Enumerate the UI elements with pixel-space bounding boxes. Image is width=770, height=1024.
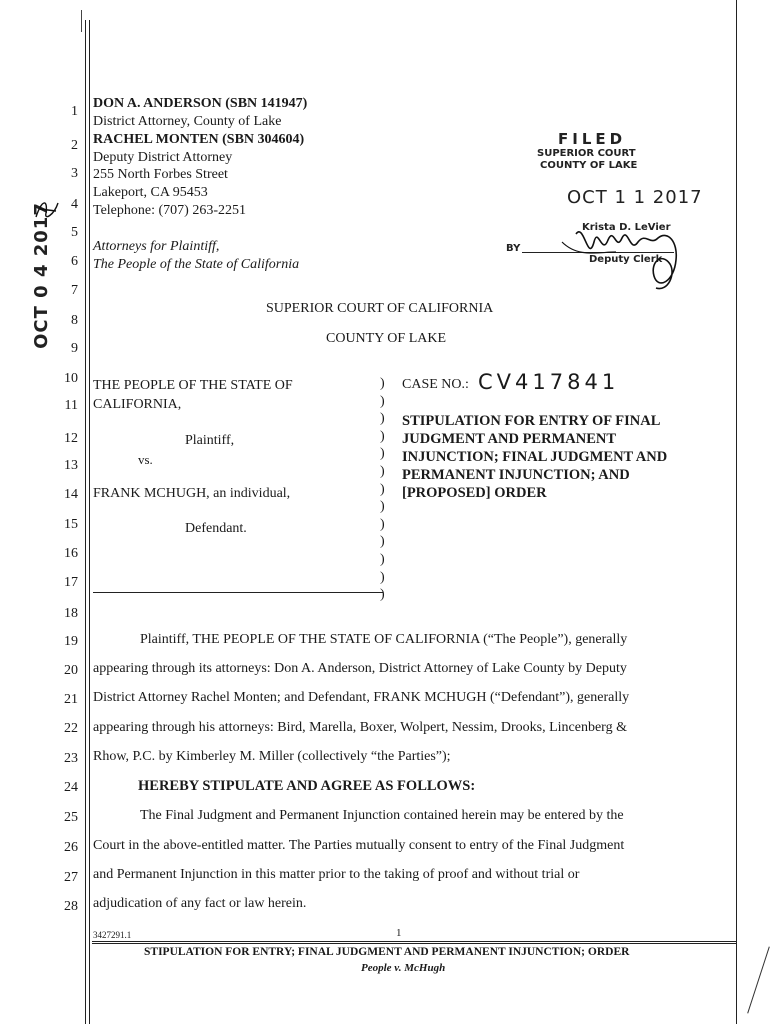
filed-date: OCT 1 1 2017 — [567, 187, 703, 208]
line-number: 18 — [64, 606, 78, 621]
line-number: 23 — [64, 751, 78, 766]
received-date: OCT 0 4 2017 — [30, 202, 52, 349]
line-number: 11 — [64, 398, 78, 413]
attorneys-for: Attorneys for Plaintiff, — [93, 239, 220, 254]
line-number: 27 — [64, 870, 78, 885]
page-number: 1 — [396, 927, 402, 939]
line-number: 5 — [71, 225, 78, 240]
stipulation-heading: HEREBY STIPULATE AND AGREE AS FOLLOWS: — [138, 778, 476, 794]
line-number: 22 — [64, 721, 78, 736]
body-line: Plaintiff, THE PEOPLE OF THE STATE OF CALIFORNIA (“The People”), generally — [140, 632, 628, 647]
line-number: 24 — [64, 780, 78, 795]
line-number: 19 — [64, 634, 78, 649]
telephone: Telephone: (707) 263-2251 — [93, 203, 246, 218]
body-line: and Permanent Injunction in this matter prior to the taking of proof and without trial or — [93, 867, 580, 882]
attorney2-title: Deputy District Attorney — [93, 150, 233, 165]
caption-paren: ) — [380, 428, 385, 444]
caption-paren: ) — [380, 393, 385, 409]
body-line: Court in the above-entitled matter. The Parties mutually consent to entry of the Final Judgment — [93, 838, 625, 853]
line-number: 8 — [71, 313, 78, 328]
case-title-line: [PROPOSED] ORDER — [402, 485, 547, 501]
versus: vs. — [138, 452, 153, 467]
case-number-label: CASE NO.: — [402, 377, 469, 392]
caption-paren: ) — [380, 411, 385, 427]
filed-label: FILED — [558, 130, 627, 148]
case-title-line: PERMANENT INJUNCTION; AND — [402, 467, 630, 483]
caption-paren: ) — [380, 464, 385, 479]
attorney1-title: District Attorney, County of Lake — [93, 114, 282, 129]
case-title-line: INJUNCTION; FINAL JUDGMENT AND — [402, 449, 668, 465]
scan-mark — [747, 947, 770, 1014]
line-number: 28 — [64, 899, 78, 914]
case-title-line: JUDGMENT AND PERMANENT — [402, 431, 617, 447]
line-number: 10 — [64, 371, 78, 386]
caption-paren: ) — [380, 569, 385, 585]
caption-paren: ) — [380, 446, 385, 462]
left-margin-rule — [85, 20, 86, 1024]
line-number: 7 — [71, 283, 78, 298]
plaintiff-line2: CALIFORNIA, — [93, 397, 182, 412]
line-number: 3 — [71, 166, 78, 181]
line-number: 26 — [64, 840, 78, 855]
caption-underline — [93, 592, 383, 593]
case-title-line: STIPULATION FOR ENTRY OF FINAL — [402, 413, 661, 429]
caption-paren: ) — [380, 499, 385, 515]
caption-paren: ) — [380, 376, 385, 391]
line-number: 9 — [71, 341, 78, 356]
line-number: 25 — [64, 810, 78, 825]
received-stamp — [12, 202, 92, 349]
line-number: 21 — [64, 692, 78, 707]
case-number: CV417841 — [478, 370, 620, 394]
body-line: District Attorney Rachel Monten; and Defendant, FRANK MCHUGH (“Defendant”), generally — [93, 690, 630, 705]
body-line: adjudication of any fact or law herein. — [93, 896, 307, 911]
address-line2: Lakeport, CA 95453 — [93, 185, 208, 200]
caption-paren: ) — [380, 587, 385, 603]
line-number: 13 — [64, 458, 78, 473]
court-name: SUPERIOR COURT OF CALIFORNIA — [266, 301, 494, 316]
clerk-title: Deputy Clerk — [589, 254, 663, 265]
body-line: Rhow, P.C. by Kimberley M. Miller (collectively “the Parties”); — [93, 749, 451, 764]
clerk-name: Krista D. LeVier — [582, 222, 671, 233]
footer-subtitle: People v. McHugh — [361, 962, 446, 974]
initials-mark — [32, 195, 62, 225]
filed-county: COUNTY OF LAKE — [540, 160, 638, 171]
address-line1: 255 North Forbes Street — [93, 167, 228, 182]
filed-court: SUPERIOR COURT — [537, 148, 636, 159]
caption-paren: ) — [380, 552, 385, 567]
by-label: BY — [506, 243, 521, 254]
line-number: 6 — [71, 254, 78, 269]
caption-paren: ) — [380, 534, 385, 550]
line-number: 16 — [64, 546, 78, 561]
footer-title: STIPULATION FOR ENTRY; FINAL JUDGMENT AND PERMANENT INJUNCTION; ORDER — [144, 946, 630, 958]
left-margin-rule-inner — [89, 20, 90, 1024]
line-number: 12 — [64, 431, 78, 446]
body-line: The Final Judgment and Permanent Injunction contained herein may be entered by the — [140, 808, 624, 823]
body-line: appearing through its attorneys: Don A. Anderson, District Attorney of Lake County by Deputy — [93, 661, 627, 676]
defendant-role: Defendant. — [185, 521, 247, 536]
attorney2-name: RACHEL MONTEN (SBN 304604) — [93, 132, 305, 147]
plaintiff-role: Plaintiff, — [185, 433, 235, 448]
attorney1-name: DON A. ANDERSON (SBN 141947) — [93, 96, 308, 111]
line-number: 20 — [64, 663, 78, 678]
body-line: appearing through his attorneys: Bird, Marella, Boxer, Wolpert, Nessim, Drooks, Lincenberg & — [93, 720, 627, 735]
footer-rule-second — [92, 943, 737, 944]
right-margin-rule — [736, 0, 737, 1024]
line-number: 17 — [64, 575, 78, 590]
line-number: 4 — [71, 197, 78, 212]
defendant-name: FRANK MCHUGH, an individual, — [93, 486, 291, 501]
scan-mark — [81, 10, 82, 32]
clerk-signature — [558, 212, 698, 302]
court-county: COUNTY OF LAKE — [326, 331, 447, 346]
caption-paren: ) — [380, 516, 385, 532]
footer-rule — [92, 941, 737, 942]
line-number: 15 — [64, 517, 78, 532]
line-number: 1 — [71, 104, 78, 119]
attorneys-for-party: The People of the State of California — [93, 257, 300, 272]
caption-paren: ) — [380, 481, 385, 497]
line-number: 2 — [71, 138, 78, 153]
plaintiff-line1: THE PEOPLE OF THE STATE OF — [93, 378, 293, 393]
document-id: 3427291.1 — [93, 930, 132, 940]
line-number: 14 — [64, 487, 78, 502]
